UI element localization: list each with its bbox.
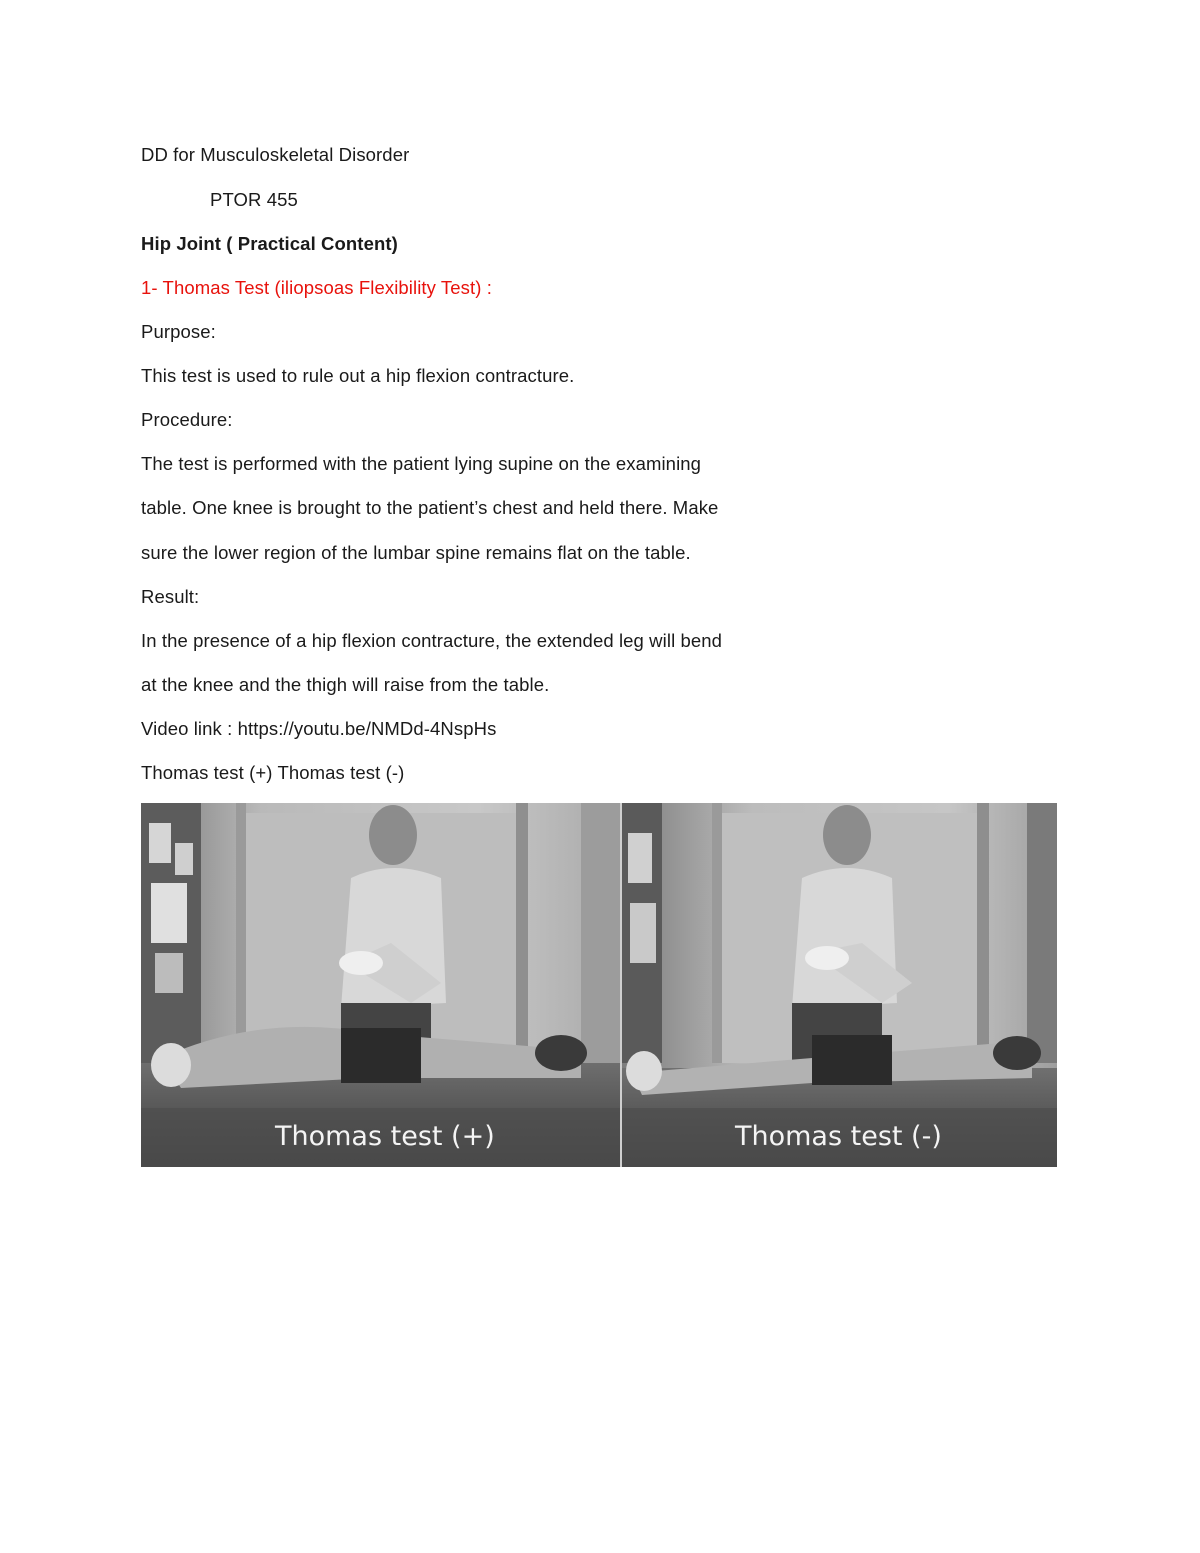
thomas-test-figure xyxy=(141,803,1057,1167)
course-code: PTOR 455 xyxy=(210,189,298,210)
thomas-test-positive-photo xyxy=(141,803,622,1167)
course-title: DD for Musculoskeletal Disorder xyxy=(141,144,410,165)
procedure-line: The test is performed with the patient lying supine on the examining xyxy=(141,453,702,474)
procedure-line: sure the lower region of the lumbar spine remains flat on the table. xyxy=(141,542,691,563)
result-line: In the presence of a hip flexion contracture, the extended leg will bend xyxy=(141,630,723,651)
result-label: Result: xyxy=(141,586,200,607)
negative-caption: Thomas test (-) xyxy=(735,1121,942,1152)
test-heading: 1- Thomas Test (iliopsoas Flexibility Test) : xyxy=(141,277,492,298)
procedure-label: Procedure: xyxy=(141,409,233,430)
result-line: at the knee and the thigh will raise from the table. xyxy=(141,674,550,695)
figure-caption-line: Thomas test (+) Thomas test (-) xyxy=(141,762,405,783)
purpose-label: Purpose: xyxy=(141,321,216,342)
procedure-line: table. One knee is brought to the patient’s chest and held there. Make xyxy=(141,497,719,518)
video-link[interactable]: Video link : https://youtu.be/NMDd-4NspHs xyxy=(141,718,497,739)
section-heading: Hip Joint ( Practical Content) xyxy=(141,233,398,254)
thomas-test-negative-photo xyxy=(622,803,1057,1167)
purpose-text: This test is used to rule out a hip flexion contracture. xyxy=(141,365,575,386)
positive-caption: Thomas test (+) xyxy=(275,1121,495,1152)
